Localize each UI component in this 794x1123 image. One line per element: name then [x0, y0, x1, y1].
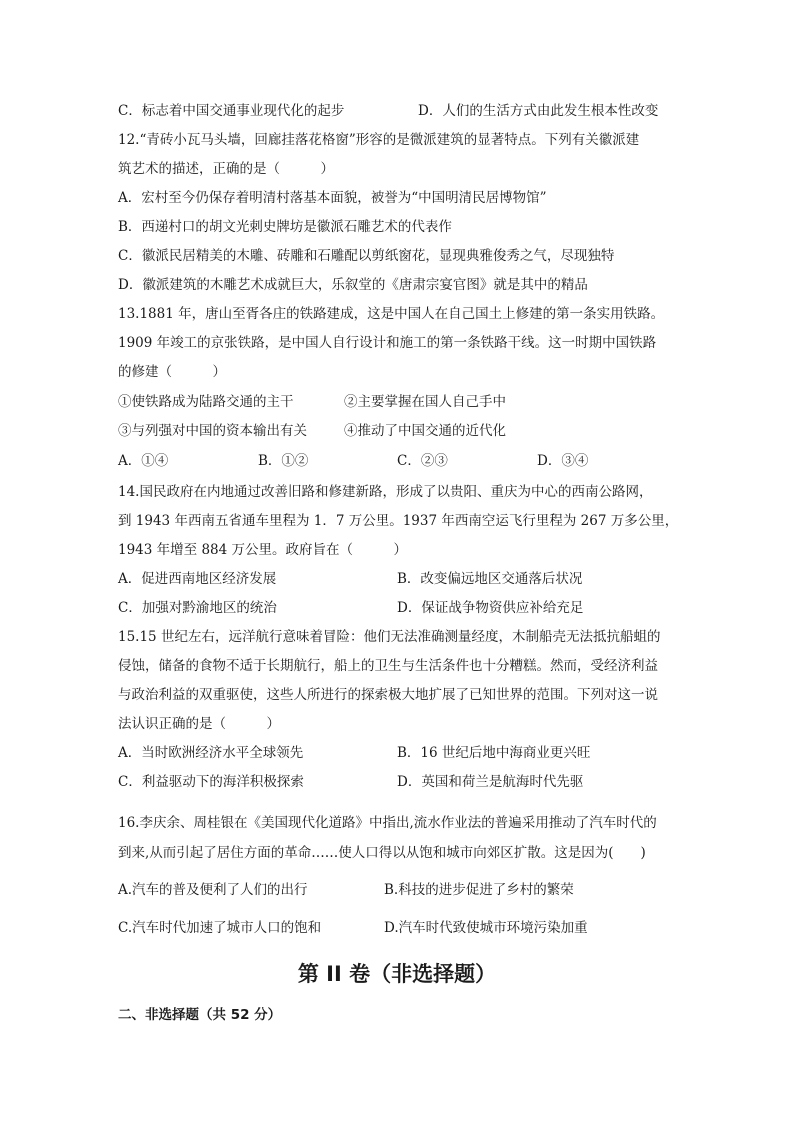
q14-option-b: B．改变偏远地区交通落后状况: [397, 571, 583, 587]
q15-stem-line-3: 与政治利益的双重驱使，这些人所进行的探索极大地扩展了已知世界的范围。下列对这一说: [118, 687, 658, 703]
q15-stem-line-1: 15.15 世纪左右，远洋航行意味着冒险：他们无法准确测量经度，木制船壳无法抵抗船蛆的: [118, 629, 661, 645]
q13-option-c: C．②③: [397, 453, 448, 469]
q13-option-d: D．③④: [537, 453, 589, 469]
q12-option-b: B．西递村口的胡文光刺史牌坊是徽派石雕艺术的代表作: [118, 219, 452, 235]
q13-item-3: ③与列强对中国的资本输出有关: [118, 423, 307, 439]
q15-option-c: C．利益驱动下的海洋积极探索: [118, 774, 304, 790]
q13-stem-line-3: 的修建（ ）: [118, 364, 226, 380]
q16-option-d: D.汽车时代致使城市环境污染加重: [384, 920, 588, 936]
q15-stem-line-4: 法认识正确的是（ ）: [118, 716, 280, 732]
q16-option-c: C.汽车时代加速了城市人口的饱和: [118, 920, 322, 936]
q16-stem-line-2: 到来,从而引起了居住方面的革命……使人口得以从饱和城市向郊区扩散。这是因为( ): [118, 845, 646, 861]
q12-option-d: D．徽派建筑的木雕艺术成就巨大，乐叙堂的《唐肃宗宴官图》就是其中的精品: [118, 277, 588, 293]
q12-stem-line-1: 12.“青砖小瓦马头墙，回廊挂落花格窗”形容的是微派建筑的显著特点。下列有关徽派建: [118, 132, 640, 148]
q14-stem-line-3: 1943 年增至 884 万公里。政府旨在（ ）: [118, 542, 407, 558]
q12-option-c: C．徽派民居精美的木雕、砖雕和石雕配以剪纸窗花，显现典雅俊秀之气，尽现独特: [118, 248, 615, 264]
q11-option-c: C．标志着中国交通事业现代化的起步: [118, 103, 345, 119]
q15-option-b: B．16 世纪后地中海商业更兴旺: [397, 745, 591, 761]
q16-option-b: B.科技的进步促进了乡村的繁荣: [384, 882, 574, 898]
section-title: 第 II 卷（非选择题）: [297, 962, 497, 986]
q13-item-1: ①使铁路成为陆路交通的主干: [118, 394, 294, 410]
q14-option-a: A．促进西南地区经济发展: [118, 571, 277, 587]
q14-option-d: D．保证战争物资供应补给充足: [397, 600, 584, 616]
q16-option-a: A.汽车的普及便利了人们的出行: [118, 882, 308, 898]
q14-stem-line-1: 14.国民政府在内地通过改善旧路和修建新路，形成了以贵阳、重庆为中心的西南公路网，: [118, 484, 653, 500]
q14-stem-line-2: 到 1943 年西南五省通车里程为 1．7 万公里。1937 年西南空运飞行里程为 267 万多公里，: [118, 513, 679, 529]
q15-option-d: D．英国和荷兰是航海时代先驱: [397, 774, 584, 790]
q13-stem-line-2: 1909 年竣工的京张铁路，是中国人自行设计和施工的第一条铁路干线。这一时期中国铁路: [118, 335, 657, 351]
q11-option-d: D．人们的生活方式由此发生根本性改变: [418, 103, 659, 119]
q12-option-a: A．宏村至今仍保存着明清村落基本面貌，被誉为“中国明清民居博物馆”: [118, 190, 547, 206]
q14-option-c: C．加强对黔渝地区的统治: [118, 600, 277, 616]
part-title: 二、非选择题（共 52 分）: [118, 1007, 282, 1023]
q16-stem-line-1: 16.李庆余、周桂银在《美国现代化道路》中指出,流水作业法的普遍采用推动了汽车时代的: [118, 815, 657, 831]
q13-option-a: A．①④: [118, 453, 169, 469]
q13-item-4: ④推动了中国交通的近代化: [344, 423, 506, 439]
q13-stem-line-1: 13.1881 年，唐山至胥各庄的铁路建成，这是中国人在自己国土上修建的第一条实用铁路。: [118, 306, 665, 322]
q15-stem-line-2: 侵蚀，储备的食物不适于长期航行，船上的卫生与生活条件也十分糟糕。然而，受经济利益: [118, 658, 658, 674]
q15-option-a: A．当时欧洲经济水平全球领先: [118, 745, 304, 761]
q12-stem-line-2: 筑艺术的描述，正确的是（ ）: [118, 161, 334, 177]
q13-option-b: B．①②: [258, 453, 309, 469]
q13-item-2: ②主要掌握在国人自己手中: [344, 394, 506, 410]
